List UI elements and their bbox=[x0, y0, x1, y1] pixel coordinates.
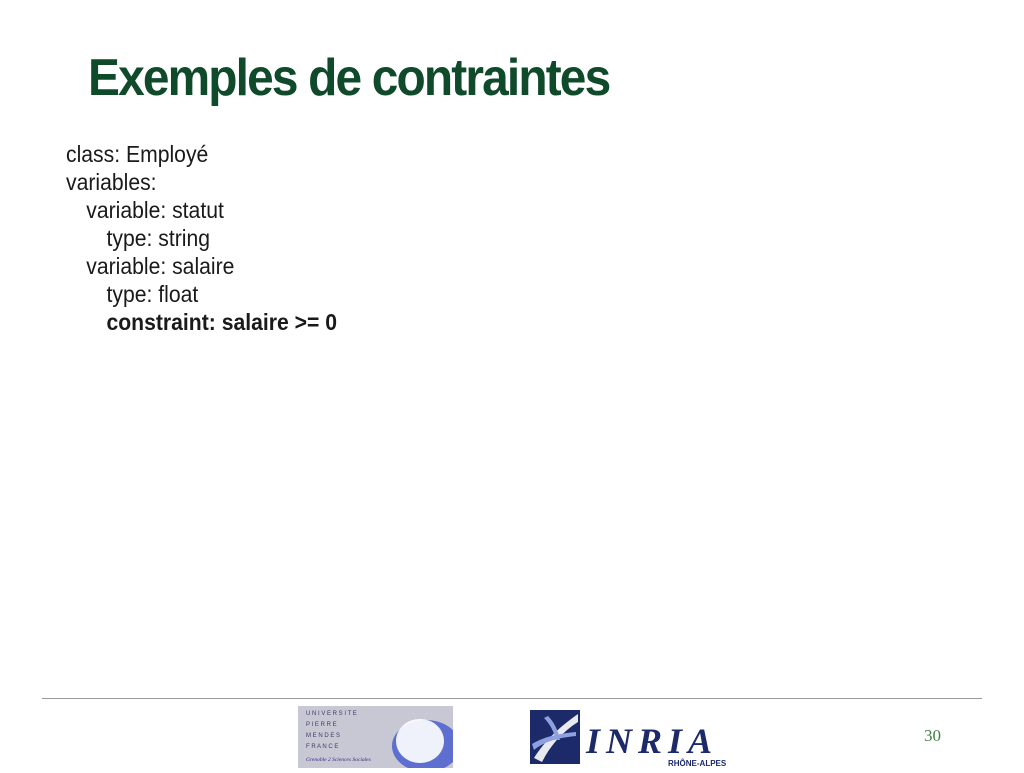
inria-subtitle: RHÔNE-ALPES bbox=[668, 759, 727, 768]
upmf-row-1: U N I V E R S I T E bbox=[306, 711, 357, 717]
inria-wordmark: INRIA bbox=[586, 721, 719, 761]
code-line-type-string: type: string bbox=[106, 225, 210, 251]
code-line-type-float: type: float bbox=[106, 281, 199, 307]
code-line-variable-salaire: variable: salaire bbox=[86, 253, 235, 279]
upmf-tagline: Grenoble 2 Sciences Sociales bbox=[306, 757, 371, 763]
upmf-row-3: M E N D E S bbox=[306, 733, 341, 739]
slide-title: Exemples de contraintes bbox=[88, 49, 610, 107]
code-line-constraint: constraint: salaire >= 0 bbox=[106, 309, 338, 335]
inria-logo bbox=[528, 708, 734, 768]
code-line-variable-statut: variable: statut bbox=[86, 197, 224, 223]
code-line-class: class: Employé bbox=[66, 141, 209, 167]
code-block bbox=[66, 140, 337, 336]
footer-divider bbox=[42, 698, 982, 699]
upmf-row-2: P I E R R E bbox=[306, 722, 337, 728]
page-number: 30 bbox=[924, 726, 941, 745]
upmf-logo bbox=[298, 706, 453, 768]
upmf-row-4: F R A N C E bbox=[306, 744, 339, 750]
code-line-variables: variables: bbox=[66, 169, 157, 195]
